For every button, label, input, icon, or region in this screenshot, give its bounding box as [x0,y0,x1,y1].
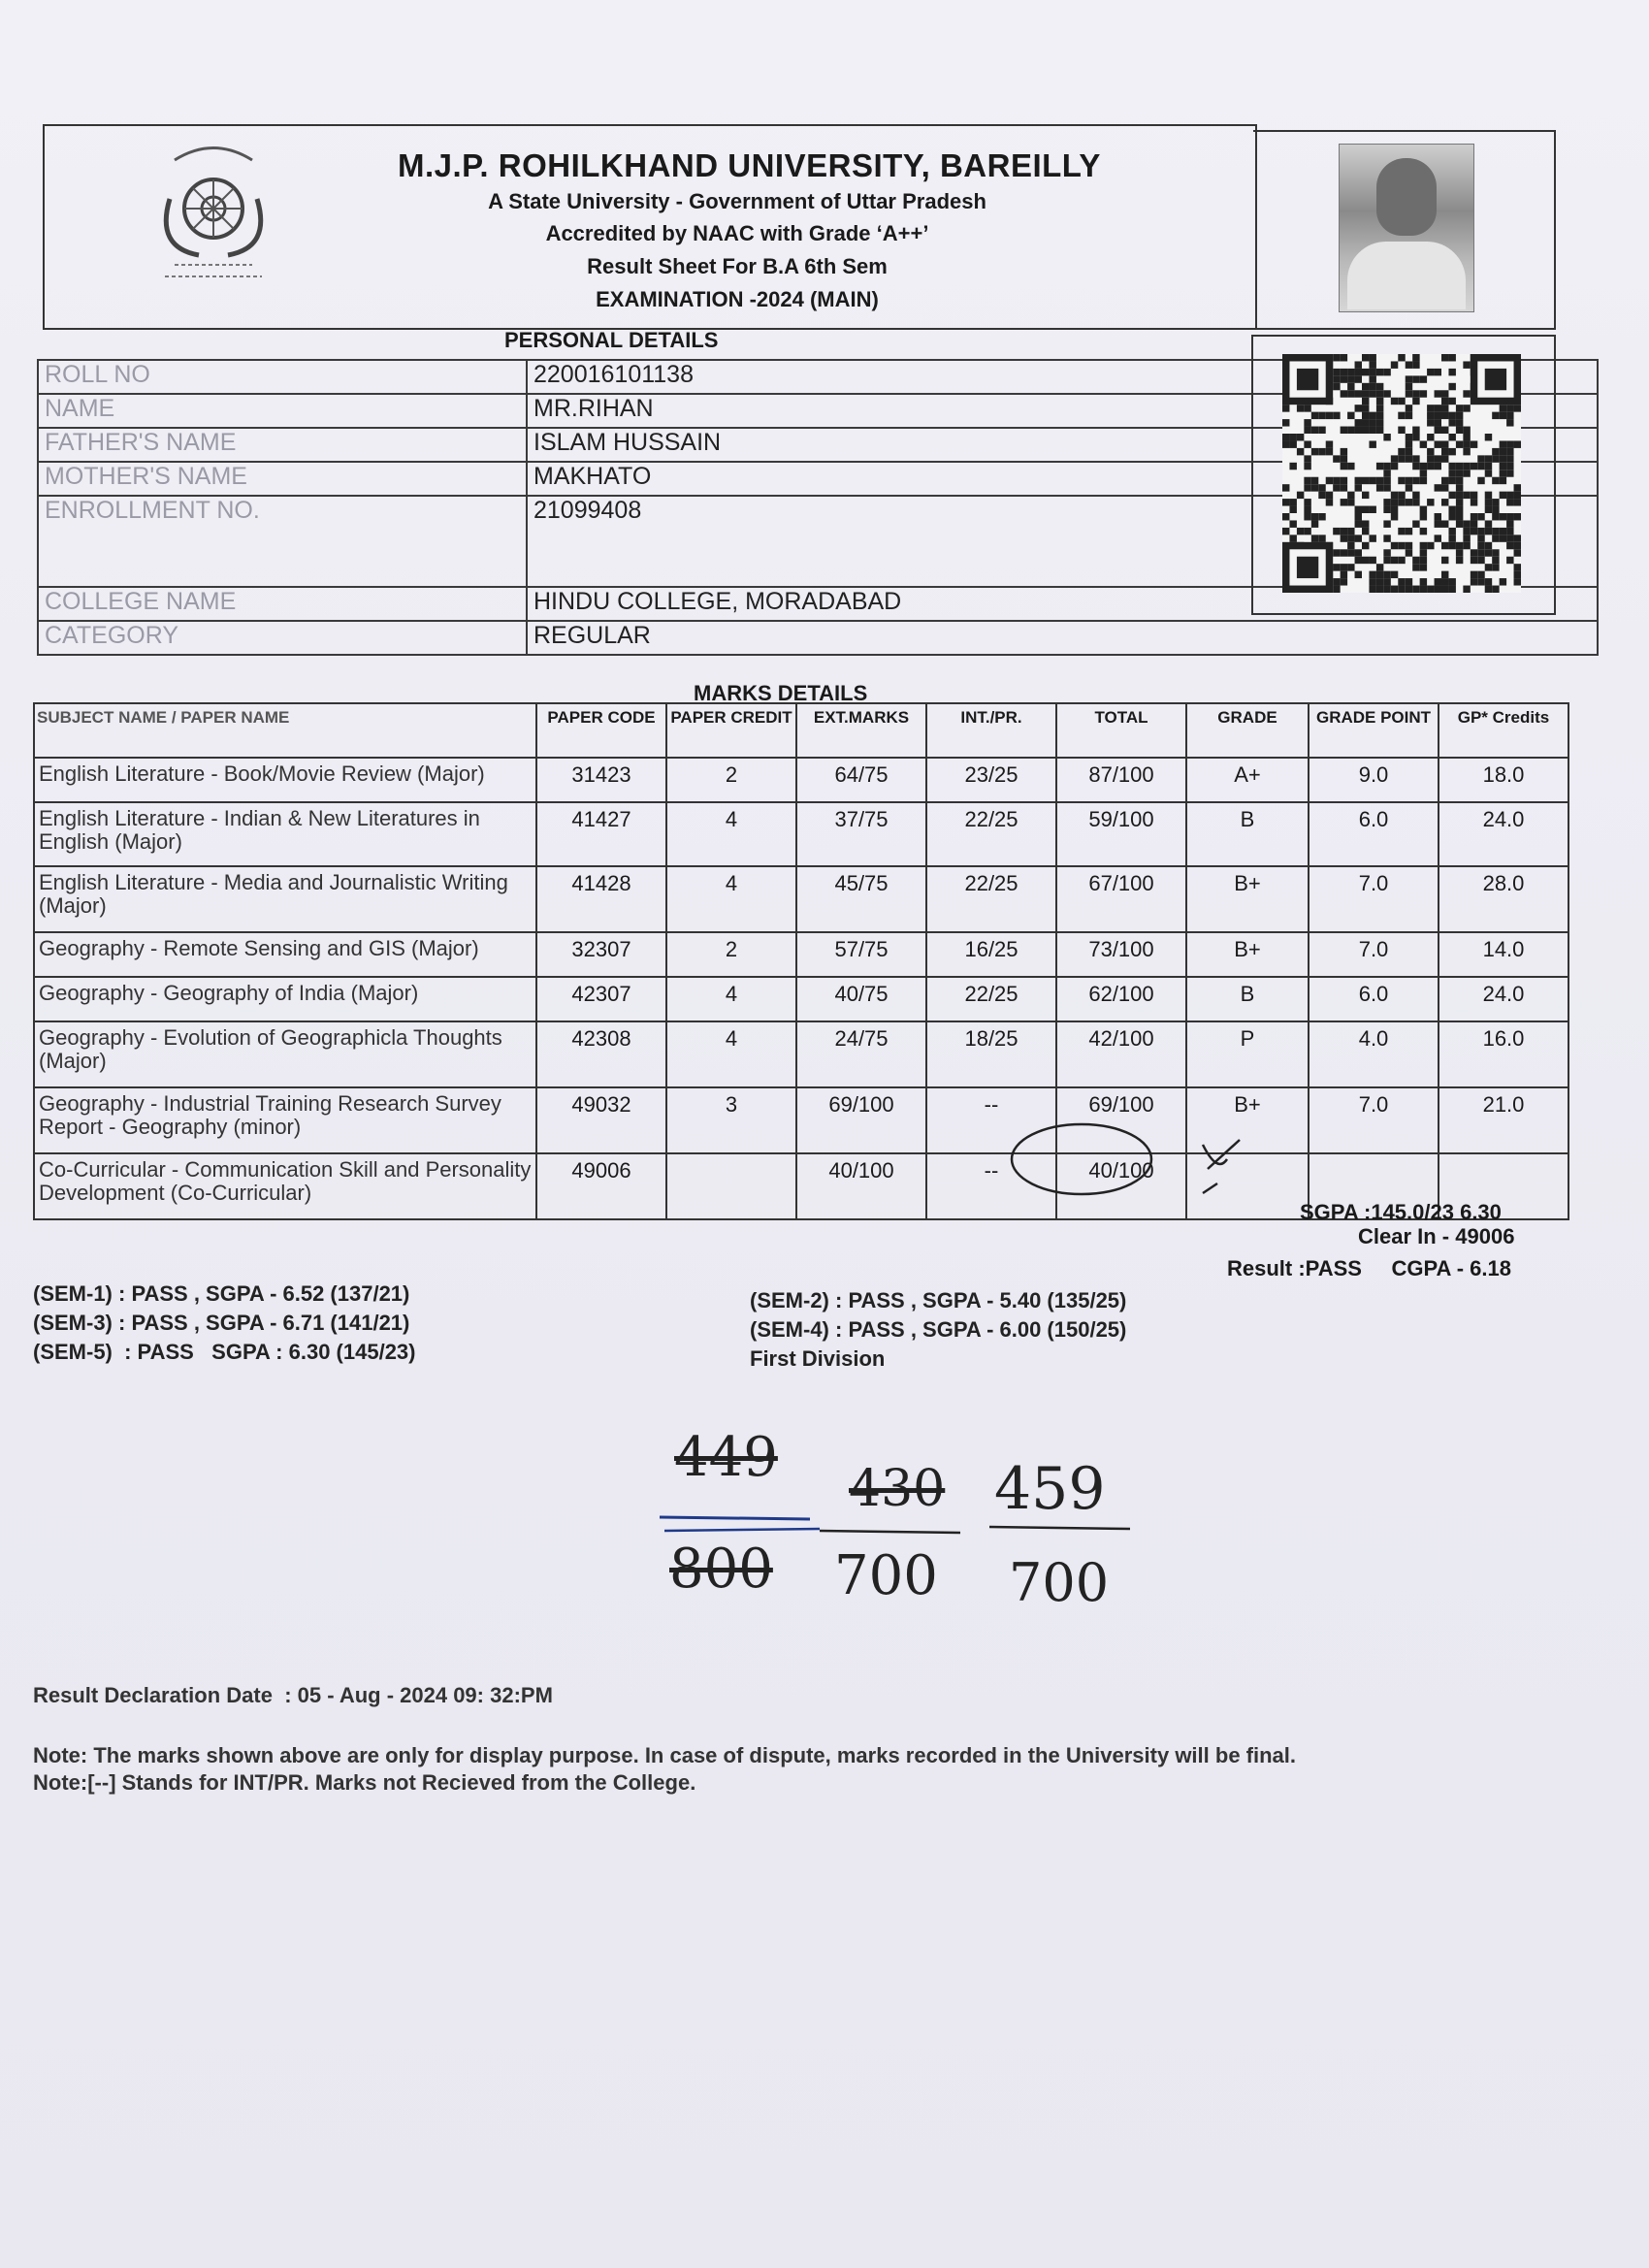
gp-credits-cell: 24.0 [1439,977,1568,1021]
int-pr-cell: 22/25 [926,977,1056,1021]
personal-label: NAME [38,394,527,428]
personal-value: REGULAR [527,621,1598,655]
gp-credits-cell: 21.0 [1439,1087,1568,1153]
grade-point-cell: 4.0 [1309,1021,1439,1087]
clear-in: Clear In - 49006 [1358,1224,1515,1248]
grade-point-cell: 6.0 [1309,802,1439,866]
subject-cell: Geography - Remote Sensing and GIS (Major) [34,932,536,977]
marks-header-row [34,703,1568,758]
grade-point-cell: 7.0 [1309,866,1439,932]
subject-cell: English Literature - Book/Movie Review (Major) [34,758,536,802]
subject-cell: Co-Curricular - Communication Skill and Personality Development (Co-Curricular) [34,1153,536,1219]
grade-point-cell: 7.0 [1309,1087,1439,1153]
paper-credit-cell: 4 [666,977,796,1021]
col-ext-marks: EXT.MARKS [796,703,926,758]
grade-cell: P [1186,1021,1309,1087]
handwritten-numerator-3: 459 [994,1455,1106,1523]
subject-cell: Geography - Geography of India (Major) [34,977,536,1021]
paper-credit-cell: 2 [666,932,796,977]
col-gp-credits: GP* Credits [1439,703,1568,758]
col-total: TOTAL [1056,703,1186,758]
personal-details-heading: PERSONAL DETAILS [504,328,719,352]
subject-cell: English Literature - Indian & New Literatures in English (Major) [34,802,536,866]
sgpa-summary: SGPA :145.0/23 6.30 [1300,1200,1502,1224]
total-cell: 59/100 [1056,802,1186,866]
total-cell: 69/100 [1056,1087,1186,1153]
int-pr-cell: 23/25 [926,758,1056,802]
total-cell: 42/100 [1056,1021,1186,1087]
header-line-2: Accredited by NAAC with Grade ‘A++’ [545,221,929,245]
sem-1-result: (SEM-1) : PASS , SGPA - 6.52 (137/21) [33,1281,410,1306]
total-cell: 62/100 [1056,977,1186,1021]
int-pr-note: Note:[--] Stands for INT/PR. Marks not Recieved from the College. [33,1770,696,1795]
marks-row [34,932,1568,977]
paper-code-cell: 31423 [536,758,666,802]
total-cell: 40/100 [1056,1153,1186,1219]
qr-code-icon [1282,354,1521,593]
paper-credit-cell: 4 [666,866,796,932]
handwritten-fraction-lines [650,1504,1154,1552]
header-line-3: Result Sheet For B.A 6th Sem [587,254,888,278]
paper-code-cell: 42308 [536,1021,666,1087]
marks-row [34,802,1568,866]
sem-3-result: (SEM-3) : PASS , SGPA - 6.71 (141/21) [33,1311,410,1335]
sem-4-result: (SEM-4) : PASS , SGPA - 6.00 (150/25) [750,1317,1127,1342]
gp-credits-cell: 28.0 [1439,866,1568,932]
personal-label: MOTHER'S NAME [38,462,527,496]
marks-details-heading: MARKS DETAILS [694,681,868,705]
paper-credit-cell [666,1153,796,1219]
subject-cell: Geography - Industrial Training Research Survey Report - Geography (minor) [34,1087,536,1153]
paper-code-cell: 41427 [536,802,666,866]
personal-value: 220016101138 [527,360,1598,394]
gp-credits-cell: 14.0 [1439,932,1568,977]
personal-value: MR.RIHAN [527,394,1598,428]
grade-cell: B [1186,802,1309,866]
subject-cell: Geography - Evolution of Geographicla Thoughts (Major) [34,1021,536,1087]
ext-marks-cell: 40/75 [796,977,926,1021]
result-declaration-date: Result Declaration Date : 05 - Aug - 2024 09: 32:PM [33,1683,553,1707]
paper-credit-cell: 2 [666,758,796,802]
ext-marks-cell: 24/75 [796,1021,926,1087]
col-grade-point: GRADE POINT [1309,703,1439,758]
result-cgpa: Result :PASS CGPA - 6.18 [1227,1256,1511,1280]
personal-label: CATEGORY [38,621,527,655]
paper-code-cell: 42307 [536,977,666,1021]
grade-point-cell: 9.0 [1309,758,1439,802]
paper-code-cell: 32307 [536,932,666,977]
header-line-1: A State University - Government of Uttar Pradesh [488,189,986,213]
ext-marks-cell: 57/75 [796,932,926,977]
paper-credit-cell: 3 [666,1087,796,1153]
personal-value: ISLAM HUSSAIN [527,428,1598,462]
subject-cell: English Literature - Media and Journalistic Writing (Major) [34,866,536,932]
personal-label: ROLL NO [38,360,527,394]
gp-credits-cell: 18.0 [1439,758,1568,802]
handwritten-denominator-2: 700 [834,1544,938,1607]
paper-credit-cell: 4 [666,1021,796,1087]
int-pr-cell: 22/25 [926,866,1056,932]
grade-point-cell: 7.0 [1309,932,1439,977]
col-subject: SUBJECT NAME / PAPER NAME [34,703,536,758]
handwritten-denominator-3: 700 [1009,1552,1110,1613]
handwritten-circle-mark [1009,1116,1251,1203]
int-pr-cell: 18/25 [926,1021,1056,1087]
grade-cell: A+ [1186,758,1309,802]
int-pr-cell: 22/25 [926,802,1056,866]
ext-marks-cell: 69/100 [796,1087,926,1153]
paper-code-cell: 49032 [536,1087,666,1153]
paper-code-cell: 41428 [536,866,666,932]
col-int-pr: INT./PR. [926,703,1056,758]
col-paper-code: PAPER CODE [536,703,666,758]
handwritten-numerator-2: 430 [849,1460,946,1518]
int-pr-cell: -- [926,1153,1056,1219]
total-cell: 67/100 [1056,866,1186,932]
gp-credits-cell: 16.0 [1439,1021,1568,1087]
marks-table [33,702,1569,1220]
personal-value: MAKHATO [527,462,1598,496]
personal-label: ENROLLMENT NO. [38,496,527,587]
display-note: Note: The marks shown above are only for display purpose. In case of dispute, marks recorded in the University will be final. [33,1743,1297,1767]
university-emblem-icon [146,141,281,286]
sem-2-result: (SEM-2) : PASS , SGPA - 5.40 (135/25) [750,1288,1127,1312]
total-cell: 73/100 [1056,932,1186,977]
personal-value: 21099408 [527,496,1598,587]
ext-marks-cell: 45/75 [796,866,926,932]
ext-marks-cell: 40/100 [796,1153,926,1219]
grade-cell: B+ [1186,1087,1309,1153]
ext-marks-cell: 64/75 [796,758,926,802]
handwritten-denominator-1: 800 [669,1538,773,1601]
handwritten-numerator-1: 449 [674,1426,778,1489]
division: First Division [750,1346,886,1371]
int-pr-cell: -- [926,1087,1056,1153]
grade-cell: B [1186,977,1309,1021]
ext-marks-cell: 37/75 [796,802,926,866]
sem-5-result: (SEM-5) : PASS SGPA : 6.30 (145/23) [33,1340,416,1364]
gp-credits-cell: 24.0 [1439,802,1568,866]
university-title: M.J.P. ROHILKHAND UNIVERSITY, BAREILLY [398,147,1101,183]
marks-row [34,1087,1568,1153]
total-cell: 87/100 [1056,758,1186,802]
col-paper-credit: PAPER CREDIT [666,703,796,758]
grade-point-cell: 6.0 [1309,977,1439,1021]
personal-label: COLLEGE NAME [38,587,527,621]
marks-row [34,1021,1568,1087]
personal-row [38,621,1598,655]
student-photo [1339,144,1474,312]
grade-cell: B+ [1186,932,1309,977]
grade-cell: B+ [1186,866,1309,932]
paper-credit-cell: 4 [666,802,796,866]
personal-value: HINDU COLLEGE, MORADABAD [527,587,1598,621]
header-line-4: EXAMINATION -2024 (MAIN) [596,287,879,311]
marks-row [34,866,1568,932]
marks-row [34,758,1568,802]
personal-label: FATHER'S NAME [38,428,527,462]
col-grade: GRADE [1186,703,1309,758]
int-pr-cell: 16/25 [926,932,1056,977]
paper-code-cell: 49006 [536,1153,666,1219]
marks-row [34,977,1568,1021]
